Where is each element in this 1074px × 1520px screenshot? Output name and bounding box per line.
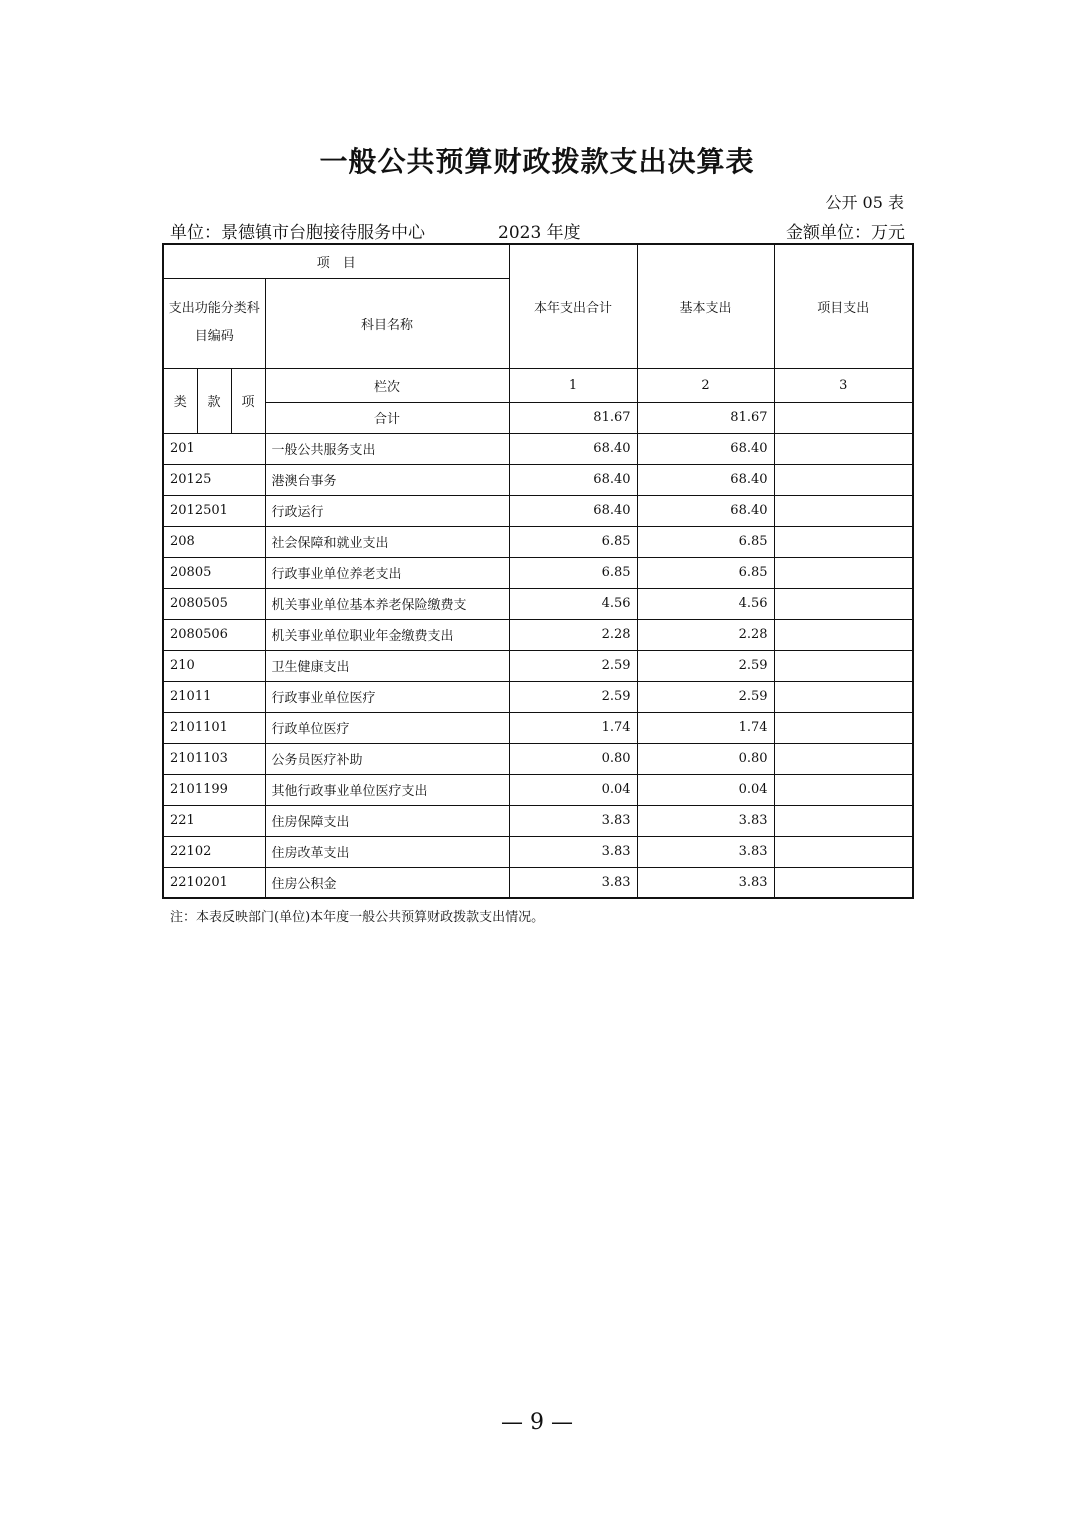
row-subject-name: 行政单位医疗 [265, 712, 509, 743]
row-project [774, 681, 913, 712]
row-total: 2.59 [509, 650, 637, 681]
row-basic: 4.56 [637, 588, 774, 619]
row-basic: 0.80 [637, 743, 774, 774]
row-code: 2080505 [163, 588, 265, 619]
row-project [774, 495, 913, 526]
row-total: 3.83 [509, 867, 637, 898]
row-total: 3.83 [509, 836, 637, 867]
row-subject-name: 卫生健康支出 [265, 650, 509, 681]
row-basic: 3.83 [637, 805, 774, 836]
row-code: 2080506 [163, 619, 265, 650]
table-row [163, 557, 913, 588]
row-basic: 68.40 [637, 433, 774, 464]
row-subject-name: 住房公积金 [265, 867, 509, 898]
row-total: 6.85 [509, 557, 637, 588]
row-total: 3.83 [509, 805, 637, 836]
row-code: 221 [163, 805, 265, 836]
row-project [774, 619, 913, 650]
table-row [163, 836, 913, 867]
row-subject-name: 社会保障和就业支出 [265, 526, 509, 557]
row-total: 68.40 [509, 464, 637, 495]
unit-label: 单位：景德镇市台胞接待服务中心 [170, 223, 425, 243]
row-project [774, 774, 913, 805]
row-basic: 2.28 [637, 619, 774, 650]
table-row [163, 867, 913, 898]
row-code: 21011 [163, 681, 265, 712]
header-basic: 基本支出 [637, 244, 774, 368]
meta-line [170, 218, 905, 243]
row-basic: 0.04 [637, 774, 774, 805]
header-total: 本年支出合计 [509, 244, 637, 368]
row-basic: 2.59 [637, 681, 774, 712]
table-row [163, 588, 913, 619]
row-subject-name: 其他行政事业单位医疗支出 [265, 774, 509, 805]
row-basic: 68.40 [637, 495, 774, 526]
footnote: 注：本表反映部门(单位)本年度一般公共预算财政拨款支出情况。 [170, 910, 545, 925]
table-row [163, 650, 913, 681]
row-code: 2101101 [163, 712, 265, 743]
row-subject-name: 住房保障支出 [265, 805, 509, 836]
row-code: 210 [163, 650, 265, 681]
row-code: 208 [163, 526, 265, 557]
row-subject-name: 行政事业单位养老支出 [265, 557, 509, 588]
row-basic: 3.83 [637, 867, 774, 898]
table-row [163, 619, 913, 650]
row-subject-name: 住房改革支出 [265, 836, 509, 867]
row-subject-name: 行政事业单位医疗 [265, 681, 509, 712]
total-label: 合计 [265, 402, 509, 433]
row-subject-name: 港澳台事务 [265, 464, 509, 495]
row-total: 4.56 [509, 588, 637, 619]
row-basic: 6.85 [637, 557, 774, 588]
index-2: 2 [637, 368, 774, 402]
header-project: 项目支出 [774, 244, 913, 368]
page-title: 一般公共预算财政拨款支出决算表 [319, 145, 755, 178]
row-code: 2210201 [163, 867, 265, 898]
row-code: 2101103 [163, 743, 265, 774]
row-basic: 1.74 [637, 712, 774, 743]
table-row [163, 805, 913, 836]
header-item: 项 目 [163, 244, 509, 278]
header-subject-name: 科目名称 [265, 278, 509, 368]
row-project [774, 557, 913, 588]
row-code: 20125 [163, 464, 265, 495]
header-lei: 类 [163, 368, 197, 433]
row-code: 22102 [163, 836, 265, 867]
table-row [163, 712, 913, 743]
row-code: 20805 [163, 557, 265, 588]
table-row [163, 681, 913, 712]
row-total: 0.04 [509, 774, 637, 805]
row-project [774, 526, 913, 557]
total-amount: 81.67 [509, 402, 637, 433]
row-basic: 6.85 [637, 526, 774, 557]
row-code: 2012501 [163, 495, 265, 526]
total-project [774, 402, 913, 433]
row-total: 68.40 [509, 433, 637, 464]
row-project [774, 836, 913, 867]
row-total: 2.28 [509, 619, 637, 650]
row-subject-name: 一般公共服务支出 [265, 433, 509, 464]
row-basic: 3.83 [637, 836, 774, 867]
row-total: 68.40 [509, 495, 637, 526]
table-row [163, 743, 913, 774]
total-basic: 81.67 [637, 402, 774, 433]
row-subject-name: 公务员医疗补助 [265, 743, 509, 774]
row-project [774, 712, 913, 743]
header-kuan: 款 [197, 368, 231, 433]
row-code: 201 [163, 433, 265, 464]
index-1: 1 [509, 368, 637, 402]
row-project [774, 805, 913, 836]
row-project [774, 867, 913, 898]
row-subject-name: 行政运行 [265, 495, 509, 526]
row-basic: 68.40 [637, 464, 774, 495]
row-project [774, 433, 913, 464]
row-subject-name: 机关事业单位职业年金缴费支出 [265, 619, 509, 650]
header-code-group: 支出功能分类科目编码 [163, 278, 265, 368]
header-xiang: 项 [231, 368, 265, 433]
row-project [774, 650, 913, 681]
table-row [163, 526, 913, 557]
expenditure-table [162, 243, 914, 899]
row-subject-name: 机关事业单位基本养老保险缴费支 [265, 588, 509, 619]
index-3: 3 [774, 368, 913, 402]
table-row [163, 464, 913, 495]
row-total: 2.59 [509, 681, 637, 712]
table-row [163, 495, 913, 526]
row-total: 1.74 [509, 712, 637, 743]
row-project [774, 464, 913, 495]
header-lanci: 栏次 [265, 368, 509, 402]
page-number: — 9 — [501, 1410, 573, 1435]
row-total: 0.80 [509, 743, 637, 774]
table-row [163, 433, 913, 464]
row-project [774, 743, 913, 774]
row-project [774, 588, 913, 619]
row-basic: 2.59 [637, 650, 774, 681]
table-row [163, 774, 913, 805]
row-total: 6.85 [509, 526, 637, 557]
money-unit: 金额单位：万元 [786, 223, 905, 243]
form-number: 公开 05 表 [825, 193, 904, 212]
fiscal-year: 2023 年度 [498, 223, 581, 243]
row-code: 2101199 [163, 774, 265, 805]
